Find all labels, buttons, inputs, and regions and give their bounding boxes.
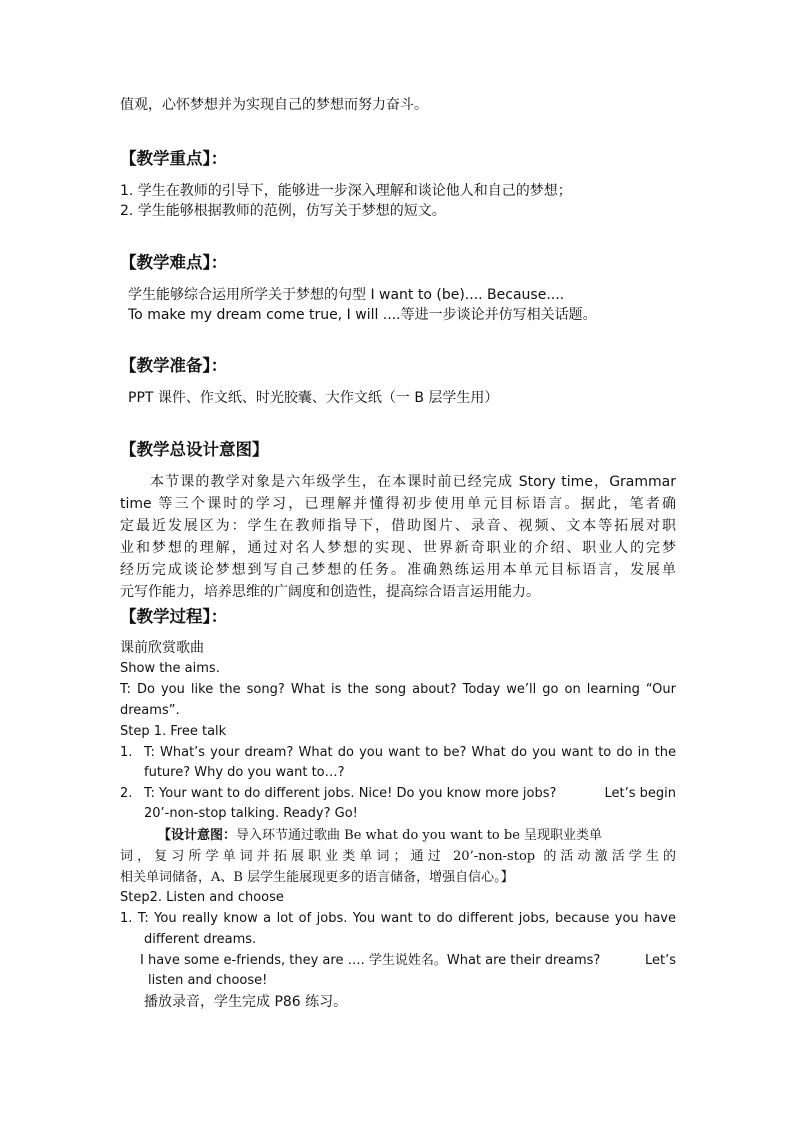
step1-item-2 (120, 784, 676, 824)
focus-item-1: 1. 学生在教师的引导下，能够进一步深入理解和谈论他人和自己的梦想； (120, 183, 572, 199)
step1-item-2-line-1-b: Let’s begin (604, 786, 676, 801)
design-line-6: 元写作能力，培养思维的广阔度和创造性，提高综合语言运用能力。 (120, 584, 540, 600)
step1-item-2-line-1-a: T: Your want to do different jobs. Nice! Do you know more jobs? (144, 786, 557, 801)
step2-efriends-line-1 (140, 951, 676, 971)
step2-item-1-line-1: 1. T: You really know a lot of jobs. You want to do different jobs, because you have (120, 911, 676, 926)
step2-item-1-line-2: different dreams. (144, 932, 257, 947)
step1-design-note-line-1 (120, 826, 676, 846)
step1-item-2-line-1 (120, 784, 676, 804)
difficulty-line-1: 学生能够综合运用所学关于梦想的句型 I want to (be).... Because.... (128, 287, 565, 303)
difficulty-heading: 【教学难点】： (120, 253, 228, 272)
process-heading: 【教学过程】： (120, 607, 228, 626)
process-intro-line-1: T: Do you like the song? What is the song about? Today we’ll go on learning “Our (120, 682, 676, 697)
design-line-4: 业和梦想的理解，通过对名人梦想的实现、世界新奇职业的介绍、职业人的完梦 (120, 540, 676, 556)
step2-efriends-line-2: listen and choose! (148, 973, 268, 988)
difficulty-line-2: To make my dream come true, I will ....等进一步谈论并仿写相关话题。 (128, 307, 597, 323)
step1-item-1-line-1: T: What’s your dream? What do you want to be? What do you want to do in the (144, 745, 676, 760)
step1-item-1 (120, 743, 676, 783)
step1-item-1-line-2: future? Why do you want to…? (144, 765, 345, 780)
step2-efriends-text-b: Let’s (644, 953, 676, 968)
step1-item-1-number: 1. (120, 745, 133, 760)
step1-item-2-line-2: 20’-non-stop talking. Ready? Go! (144, 806, 358, 821)
process-aims: Show the aims. (120, 661, 220, 676)
step1-title: Step 1. Free talk (120, 724, 227, 739)
step1-design-note-label: 【设计意图： (158, 828, 237, 843)
prep-heading: 【教学准备】： (120, 356, 228, 375)
step2-title: Step2. Listen and choose (120, 890, 284, 905)
prep-line: PPT 课件、作文纸、时光胶囊、大作文纸（一 B 层学生用） (128, 390, 499, 406)
step1-design-note-line-3: 相关单词储备，A、B 层学生能展现更多的语言储备，增强自信心。】 (120, 870, 514, 885)
step2-efriends-text-a: I have some e-friends, they are …. 学生说姓名。What are their dreams? (140, 953, 601, 968)
design-line-3: 定最近发展区为：学生在教师指导下，借助图片、录音、视频、文本等拓展对职 (120, 518, 676, 534)
intro-tail: 值观，心怀梦想并为实现自己的梦想而努力奋斗。 (120, 97, 428, 113)
design-line-2: time 等三个课时的学习，已理解并懂得初步使用单元目标语言。据此，笔者确 (120, 496, 676, 512)
design-heading: 【教学总设计意图】 (120, 440, 269, 459)
process-intro-line-2: dreams”. (120, 703, 180, 718)
step2-play-instruction: 播放录音，学生完成 P86 练习。 (144, 994, 348, 1010)
design-line-5: 经历完成谈论梦想到写自己梦想的任务。准确熟练运用本单元目标语言，发展单 (120, 562, 676, 578)
process-warmup: 课前欣赏歌曲 (120, 640, 204, 656)
focus-item-2: 2. 学生能够根据教师的范例，仿写关于梦想的短文。 (120, 203, 446, 219)
step1-design-note-line-2: 词，复习所学单词并拓展职业类单词；通过 20’-non-stop 的活动激活学生的 (120, 849, 676, 864)
focus-heading: 【教学重点】： (120, 149, 228, 168)
step1-design-note-text-1: 导入环节通过歌曲 Be what do you want to be 呈现职业类单 (236, 828, 603, 843)
step1-item-2-number: 2. (120, 786, 133, 801)
design-line-1: 本节课的教学对象是六年级学生，在本课时前已经完成 Story time，Grammar (150, 474, 676, 490)
